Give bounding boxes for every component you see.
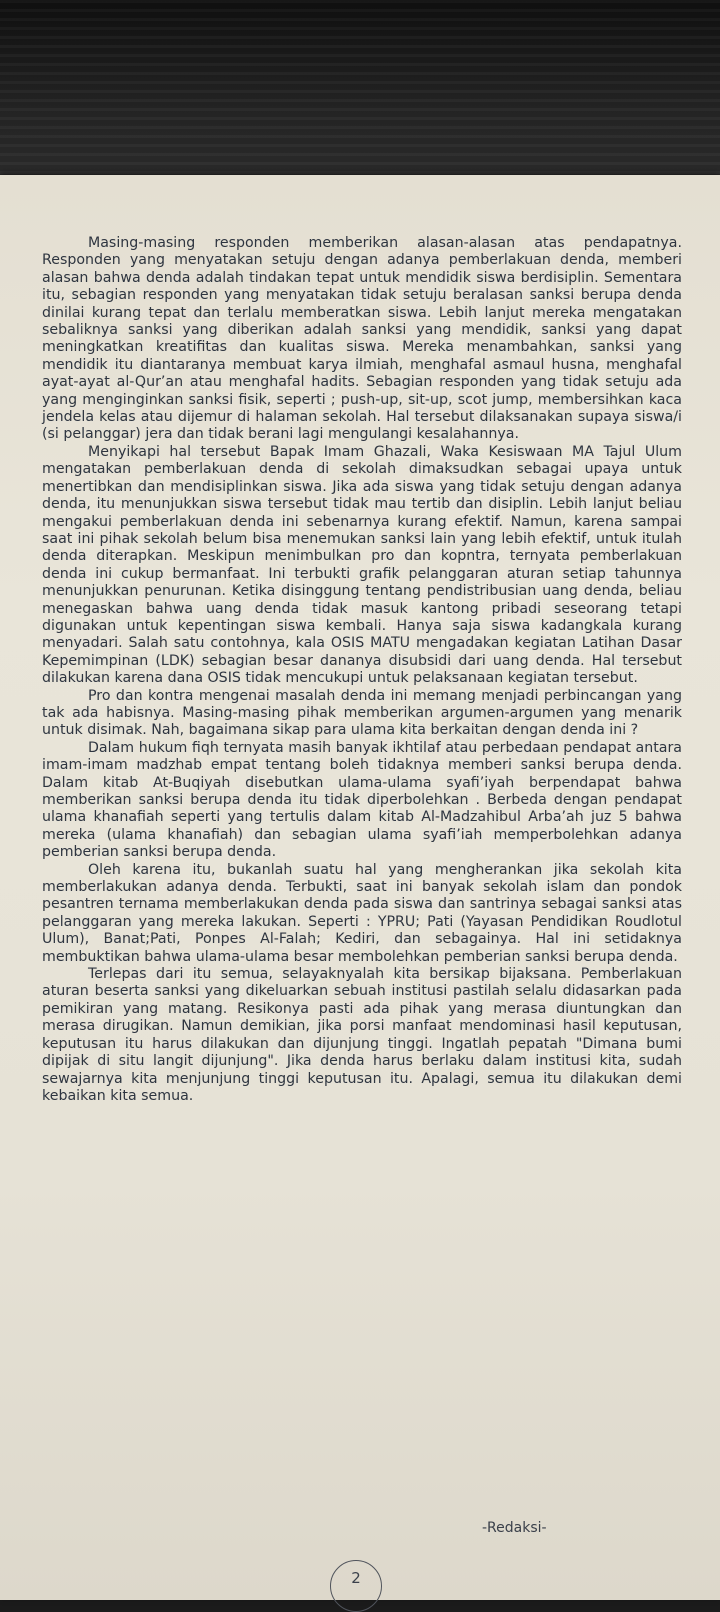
dark-background-top: [0, 0, 720, 180]
paragraph-2: Menyikapi hal tersebut Bapak Imam Ghazali, Waka Kesiswaan MA Tajul Ulum mengatakan pemberlakuan denda di sekolah dimaksudkan sebagai upaya untuk menertibkan dan mendisiplinkan siswa. Jika ada siswa yang tidak setuju dengan adanya denda, itu menunjukkan siswa tersebut tidak mau tertib dan disiplin. Lebih lanjut beliau mengakui pemberlakuan denda ini sebenarnya kurang efektif. Namun, karena sampai saat ini pihak sekolah belum bisa menemukan sanksi lain yang lebih efektif, untuk itulah denda diterapkan. Meskipun menimbulkan pro dan kopntra, ternyata pemberlakuan denda ini cukup bermanfaat. Ini terbukti grafik pelanggaran aturan setiap tahunnya menunjukkan penurunan. Ketika disinggung tentang pendistribusian uang denda, beliau menegaskan bahwa uang denda tidak masuk kantong pribadi seseorang tetapi digunakan untuk kepentingan siswa kembali. Hanya saja siswa kadangkala kurang menyadari. Salah satu contohnya, kala OSIS MATU mengadakan kegiatan Latihan Dasar Kepemimpinan (LDK) sebagian besar dananya disubsidi dari uang denda. Hal tersebut dilakukan karena dana OSIS tidak mencukupi untuk pelaksanaan kegiatan tersebut.: [42, 443, 682, 687]
page-number: [330, 1560, 382, 1612]
page-number-text: 2: [351, 1569, 361, 1587]
paragraph-5: Oleh karena itu, bukanlah suatu hal yang mengherankan jika sekolah kita memberlakukan adanya denda. Terbukti, saat ini banyak sekolah islam dan pondok pesantren ternama memberlakukan denda pada siswa dan santrinya sebagai sanksi atas pelanggaran yang mereka lakukan. Seperti : YPRU; Pati (Yayasan Pendidikan Roudlotul Ulum), Banat;Pati, Ponpes Al-Falah; Kediri, dan sebagainya. Hal ini setidaknya membuktikan bahwa ulama-ulama besar membolehkan pemberian sanksi berupa denda.: [42, 861, 682, 965]
signature: -Redaksi-: [482, 1520, 547, 1536]
paragraph-1: Masing-masing responden memberikan alasan-alasan atas pendapatnya. Responden yang menyatakan setuju dengan adanya pemberlakuan denda, memberi alasan bahwa denda adalah tindakan tepat untuk mendidik siswa berdisiplin. Sementara itu, sebagian responden yang menyatakan tidak setuju beralasan sanksi berupa denda dinilai kurang tepat dan terlalu memberatkan siswa. Lebih lanjut mereka mengatakan sebaliknya sanksi yang diberikan adalah sanksi yang mendidik, sanksi yang dapat meningkatkan kreatifitas dan kualitas siswa. Mereka menambahkan, sanksi yang mendidik itu diantaranya membuat karya ilmiah, menghafal asmaul husna, menghafal ayat-ayat al-Qur’an atau menghafal hadits. Sebagian responden yang tidak setuju ada yang menginginkan sanksi fisik, seperti ; push-up, sit-up, scot jump, membersihkan kaca jendela kelas atau dijemur di halaman sekolah. Hal tersebut dilaksanakan supaya siswa/i (si pelanggar) jera dan tidak berani lagi mengulangi kesalahannya.: [42, 235, 682, 443]
paragraph-6: Terlepas dari itu semua, selayaknyalah kita bersikap bijaksana. Pemberlakuan aturan beserta sanksi yang dikeluarkan sebuah institusi pastilah selalu didasarkan pada pemikiran yang matang. Resikonya pasti ada pihak yang merasa diuntungkan dan merasa dirugikan. Namun demikian, jika porsi manfaat mendominasi hasil keputusan, keputusan itu harus dilakukan dan dijunjung tinggi. Ingatlah pepatah "Dimana bumi dipijak di situ langit dijunjung". Jika denda harus berlaku dalam institusi kita, sudah sewajarnya kita menjunjung tinggi keputusan itu. Apalagi, semua itu dilakukan demi kebaikan kita semua.: [42, 966, 682, 1104]
paragraph-4: Dalam hukum fiqh ternyata masih banyak ikhtilaf atau perbedaan pendapat antara imam-imam madzhab empat tentang boleh tidaknya memberi sanksi berupa denda. Dalam kitab At-Buqiyah disebutkan ulama-ulama syafi’iyah berpendapat bahwa memberikan sanksi berupa denda itu tidak diperbolehkan . Berbeda dengan pendapat ulama khanafiah seperti yang tertulis dalam kitab Al-Madzahibul Arba’ah juz 5 bahwa mereka (ulama khanafiah) dan sebagian ulama syafi’iah memperbolehkan adanya pemberian sanksi berupa denda.: [42, 739, 682, 861]
paragraph-3: Pro dan kontra mengenai masalah denda ini memang menjadi perbincangan yang tak ada habisnya. Masing-masing pihak memberikan argumen-argumen yang menarik untuk disimak. Nah, bagaimana sikap para ulama kita berkaitan dengan denda ini ?: [42, 687, 682, 739]
article-body: [42, 235, 682, 1105]
